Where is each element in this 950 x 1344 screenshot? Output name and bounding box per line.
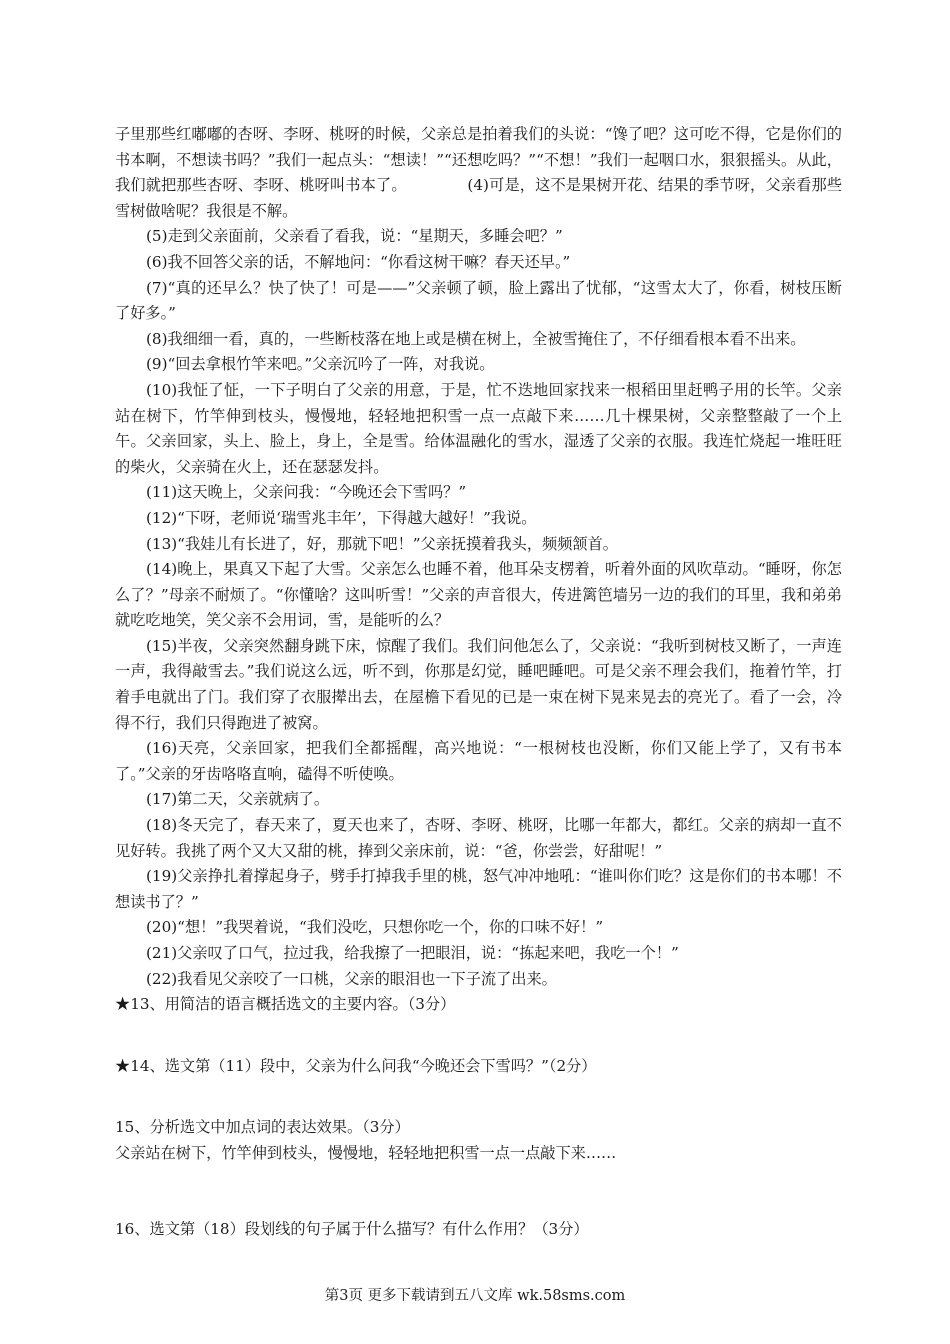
question-16: 16、选文第（18）段划线的句子属于什么描写？有什么作用？（3分） xyxy=(115,1219,589,1238)
paragraph-9: (9)“回去拿根竹竿来吧。”父亲沉吟了一阵，对我说。 xyxy=(146,355,495,374)
paragraph-11: (11)这天晚上，父亲问我：“今晚还会下雪吗？” xyxy=(146,483,467,502)
paragraph-3-tail: 子里那些红嘟嘟的杏呀、李呀、桃呀的时候，父亲总是拍着我们的头说：“馋了吧？这可吃不得，它是你们的书本啊，不想读书吗？”我们一起点头：“想读！”“还想吃吗？”“不想！”我们一起咽口水，狠狠摇头。从此，我们就把那些杏呀、李呀、桃呀叫书本了。 (4)可是，这不是果树开花、结果的季节呀，父亲看那些雪树做啥呢？我很是不解。 xyxy=(115,125,843,220)
reading-passage xyxy=(115,122,842,1242)
question-15: 15、分析选文中加点词的表达效果。（3分） xyxy=(115,1118,410,1137)
answer-space xyxy=(115,1167,842,1217)
paragraph-15: (15)半夜，父亲突然翻身跳下床，惊醒了我们。我们问他怎么了，父亲说：“我听到树枝又断了，一声连一声，我得敲雪去。”我们说这么远，听不到，你那是幻觉，睡吧睡吧。可是父亲不理会我们，拖着竹竿，打着手电就出了门。我们穿了衣服撵出去，在屋檐下看见的已是一束在树下晃来晃去的亮光了。看了一会，冷得不行，我们只得跑进了被窝。 xyxy=(115,636,842,732)
paragraph-13: (13)“我娃儿有长进了，好，那就下吧！”父亲抚摸着我头，频频颔首。 xyxy=(146,534,618,553)
paragraph-8: (8)我细细一看，真的，一些断枝落在地上或是横在树上，全被雪掩住了，不仔细看根本看不出来。 xyxy=(146,329,806,348)
question-14: ★14、选文第（11）段中，父亲为什么问我“今晚还会下雪吗？”（2分） xyxy=(115,1056,597,1075)
paragraph-19: (19)父亲挣扎着撑起身子，劈手打掉我手里的桃，怒气冲冲地吼：“谁叫你们吃？这是你们的书本哪！不想读书了？” xyxy=(115,867,842,911)
paragraph-4: (4)可是，这不是果树开花、结果的季节呀，父亲看那些雪树做啥呢？我很是不解。 xyxy=(115,176,843,220)
paragraph-7: (7)“真的还早么？快了快了！可是——”父亲顿了顿，脸上露出了忧郁，“这雪太大了，你看，树枝压断了好多。” xyxy=(115,278,842,323)
paragraph-21: (21)父亲叹了口气，拉过我，给我擦了一把眼泪，说：“拣起来吧，我吃一个！” xyxy=(146,944,679,962)
paragraph-20: (20)“想！”我哭着说，“我们没吃，只想你吃一个，你的口味不好！” xyxy=(146,918,604,937)
question-15-quote: 父亲站在树下，竹竿伸到枝头，慢慢地，轻轻地把积雪一点一点敲下来…… xyxy=(115,1143,617,1162)
paragraph-18: (18)冬天完了，春天来了，夏天也来了，杏呀、李呀、桃呀，比哪一年都大，都红。父亲的病却一直不见好转。我挑了两个又大又甜的桃，捧到父亲床前，说：“爸，你尝尝，好甜呢！” xyxy=(115,816,842,860)
paragraph-12: (12)“下呀，老师说‘瑞雪兆丰年’，下得越大越好！”我说。 xyxy=(146,508,537,527)
paragraph-5: (5)走到父亲面前，父亲看了看我，说：“星期天，多睡会吧？” xyxy=(146,227,563,246)
page-footer: 第3页 更多下载请到五八文库 wk.58sms.com xyxy=(324,1288,626,1304)
paragraph-17: (17)第二天，父亲就病了。 xyxy=(146,790,330,809)
paragraph-14: (14)晚上，果真又下起了大雪。父亲怎么也睡不着，他耳朵支楞着，听着外面的风吹草动。“睡呀，你怎么了？”母亲不耐烦了。“你懂啥？这叫听雪！”父亲的声音很大，传进篱笆墙另一边的我们的耳里，我和弟弟就吃吃地笑，笑父亲不会用词，雪，是能听的么？ xyxy=(115,560,842,630)
paragraph-22: (22)我看见父亲咬了一口桃，父亲的眼泪也一下子流了出来。 xyxy=(146,969,557,988)
paragraph-6: (6)我不回答父亲的话，不解地问：“你看这树干嘛？春天还早。” xyxy=(146,252,571,271)
paragraph-16: (16)天亮，父亲回家，把我们全都摇醒，高兴地说：“一根树枝也没断，你们又能上学了，又有书本了。”父亲的牙齿咯咯直响，磕得不听使唤。 xyxy=(115,739,842,783)
paragraph-10: (10)我怔了怔，一下子明白了父亲的用意，于是，忙不迭地回家找来一根稻田里赶鸭子用的长竿。父亲站在树下，竹竿伸到枝头，慢慢地，轻轻地把积雪一点一点敲下来……几十棵果树，父亲整整敲了一个上午。父亲回家，头上、脸上，身上，全是雪。给体温融化的雪水，湿透了父亲的衣服。我连忙烧起一堆旺旺的柴火，父亲骑在火上，还在瑟瑟发抖。 xyxy=(115,380,842,476)
answer-space xyxy=(115,1018,842,1054)
question-13: ★13、用简洁的语言概括选文的主要内容。（3分） xyxy=(115,995,456,1014)
answer-space xyxy=(115,1079,842,1115)
